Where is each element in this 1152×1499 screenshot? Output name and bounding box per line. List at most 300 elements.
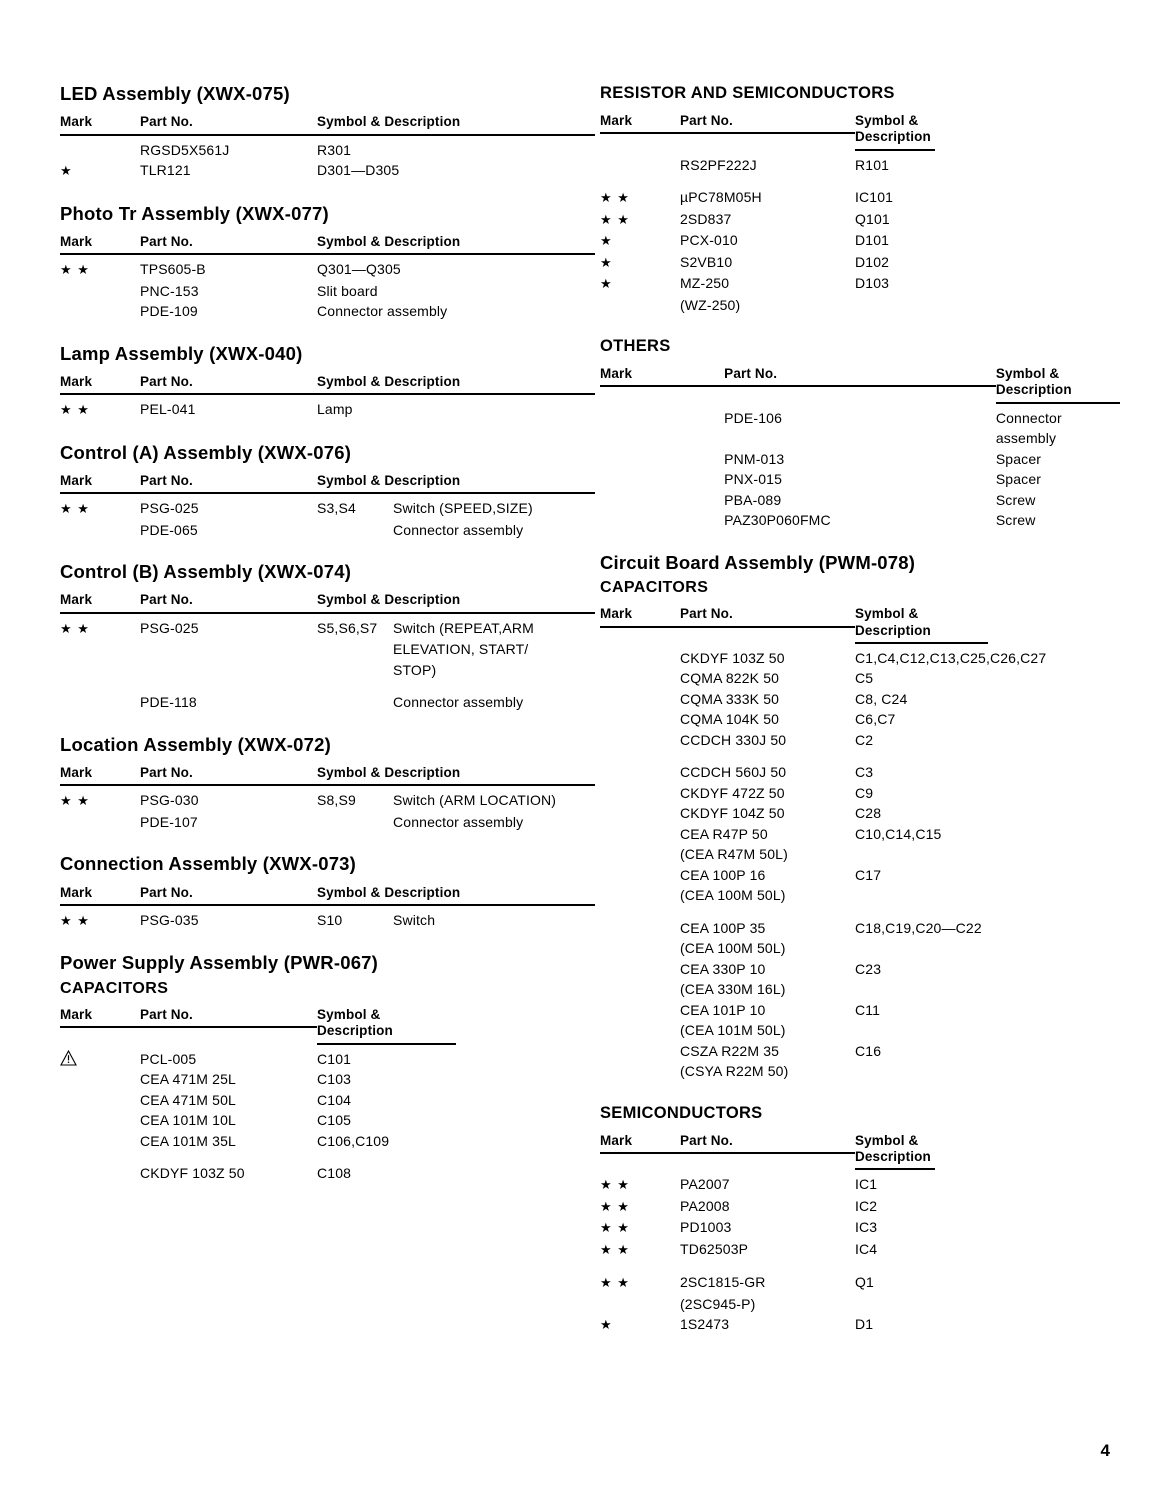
table-header-row bbox=[60, 885, 595, 910]
table-row bbox=[600, 885, 1120, 906]
col-header-part-no: Part No. bbox=[680, 1133, 855, 1174]
section-subtitle: CAPACITORS bbox=[600, 578, 709, 596]
table-row bbox=[600, 1000, 1120, 1021]
table-row bbox=[600, 510, 1120, 531]
table-row bbox=[600, 1020, 1120, 1041]
row-spacer bbox=[600, 175, 1120, 187]
cell-part-no bbox=[140, 660, 317, 681]
cell-mark bbox=[600, 252, 680, 274]
star-mark: ★ ★ bbox=[600, 1177, 630, 1193]
section-title: LED Assembly (XWX-075) bbox=[60, 83, 290, 104]
cell-symbol: S10 bbox=[317, 911, 343, 928]
cell-symbol: D103 bbox=[855, 275, 890, 292]
cell-mark bbox=[60, 520, 140, 541]
cell-symbol: C11 bbox=[855, 1001, 881, 1018]
table-row bbox=[600, 762, 1120, 783]
table-row bbox=[600, 209, 1120, 231]
cell-description: ELEVATION, START/ bbox=[393, 641, 529, 658]
cell-mark bbox=[600, 1217, 680, 1239]
col-header-part-no: Part No. bbox=[140, 234, 317, 259]
table-row bbox=[600, 979, 1120, 1000]
cell-mark bbox=[60, 692, 140, 713]
parts-table bbox=[60, 374, 595, 421]
header-rule-symbol bbox=[855, 1168, 935, 1170]
col-header-symbol-description: Symbol & Description bbox=[855, 113, 935, 154]
cell-part-no: PD1003 bbox=[680, 1219, 732, 1236]
cell-part-no: (CEA 330M 16L) bbox=[680, 981, 786, 998]
section-gap bbox=[60, 713, 595, 735]
table-row bbox=[600, 689, 1120, 710]
cell-symbol bbox=[855, 885, 988, 906]
section-2 bbox=[600, 553, 1120, 1104]
cell-symbol: C5 bbox=[855, 670, 874, 687]
star-mark: ★ ★ bbox=[600, 211, 630, 227]
cell-mark bbox=[600, 1000, 680, 1021]
header-rule-symbol bbox=[317, 393, 595, 395]
col-header-part-no: Part No. bbox=[140, 592, 317, 617]
parts-table bbox=[60, 765, 595, 832]
cell-part-no: (CEA R47M 50L) bbox=[680, 846, 788, 863]
cell-part-no: CKDYF 472Z 50 bbox=[680, 784, 785, 801]
cell-mark bbox=[60, 301, 140, 322]
cell-part-no: PEL-041 bbox=[140, 401, 196, 418]
cell-mark bbox=[600, 1174, 680, 1196]
table-row bbox=[600, 273, 1120, 295]
cell-symbol: S8,S9 bbox=[317, 792, 356, 809]
cell-symbol: Spacer bbox=[995, 471, 1042, 488]
col-header-mark: Mark bbox=[60, 114, 140, 139]
cell-mark bbox=[600, 230, 680, 252]
cell-part-no: CSZA R22M 35 bbox=[680, 1042, 780, 1059]
cell-part-no: (CEA 100M 50L) bbox=[680, 887, 786, 904]
cell-mark bbox=[600, 1061, 680, 1082]
section-0 bbox=[60, 84, 595, 204]
star-mark: ★ bbox=[600, 1317, 613, 1333]
cell-symbol bbox=[317, 520, 393, 541]
cell-part-no: TPS605-B bbox=[140, 261, 206, 278]
col-header-symbol-description: Symbol & Description bbox=[317, 114, 595, 139]
section-title: Connection Assembly (XWX-073) bbox=[60, 853, 357, 875]
cell-symbol: C101 bbox=[317, 1050, 352, 1067]
cell-mark bbox=[600, 885, 680, 906]
header-rule-symbol bbox=[855, 642, 988, 644]
header-rule-symbol bbox=[317, 612, 595, 614]
cell-part-no: MZ-250 bbox=[680, 275, 730, 292]
cell-part-no: CEA 471M 25L bbox=[140, 1071, 236, 1088]
cell-mark bbox=[60, 910, 140, 932]
section-gap bbox=[60, 832, 595, 854]
table-header-row bbox=[60, 114, 595, 139]
header-rule-mark bbox=[600, 626, 680, 628]
cell-mark bbox=[600, 844, 680, 865]
col-header-mark: Mark bbox=[600, 606, 680, 647]
cell-symbol: C105 bbox=[317, 1112, 352, 1129]
cell-mark bbox=[60, 259, 140, 281]
cell-symbol: Connector assembly bbox=[995, 409, 1062, 447]
cell-symbol: C103 bbox=[317, 1071, 352, 1088]
cell-symbol bbox=[855, 295, 935, 316]
cell-symbol: Screw bbox=[995, 512, 1036, 529]
cell-symbol bbox=[317, 812, 393, 833]
section-title: Location Assembly (XWX-072) bbox=[60, 733, 331, 755]
section-subtitle: CAPACITORS bbox=[60, 979, 169, 997]
cell-part-no: (WZ-250) bbox=[680, 296, 741, 313]
cell-mark bbox=[600, 803, 680, 824]
table-row bbox=[60, 1049, 595, 1070]
header-rule-symbol bbox=[317, 784, 595, 786]
cell-mark bbox=[600, 689, 680, 710]
cell-symbol: D102 bbox=[855, 253, 890, 270]
cell-symbol: Connector assembly bbox=[317, 303, 448, 320]
cell-symbol: IC3 bbox=[855, 1219, 878, 1236]
left-column bbox=[60, 84, 595, 1206]
cell-part-no: 2SD837 bbox=[680, 210, 732, 227]
cell-part-no: RGSD5X561J bbox=[140, 141, 230, 158]
table-row bbox=[600, 959, 1120, 980]
section-title: Control (B) Assembly (XWX-074) bbox=[60, 561, 352, 583]
cell-mark bbox=[60, 399, 140, 421]
cell-symbol bbox=[855, 1061, 988, 1082]
parts-table bbox=[60, 1007, 595, 1183]
cell-mark bbox=[600, 730, 680, 751]
cell-part-no: µPC78M05H bbox=[680, 189, 762, 206]
cell-part-no: PDE-107 bbox=[140, 813, 198, 830]
cell-part-no: PA2008 bbox=[680, 1197, 730, 1214]
star-mark: ★ ★ bbox=[60, 501, 90, 517]
star-mark: ★ ★ bbox=[600, 1275, 630, 1291]
col-header-mark: Mark bbox=[60, 374, 140, 399]
table-row bbox=[60, 639, 595, 660]
cell-description: Connector assembly bbox=[393, 813, 524, 830]
cell-symbol: Q1 bbox=[855, 1274, 874, 1291]
warning-triangle-icon bbox=[60, 1050, 77, 1066]
cell-part-no: PDE-109 bbox=[140, 303, 198, 320]
row-spacer bbox=[60, 680, 595, 692]
header-rule-mark bbox=[60, 492, 140, 494]
col-header-mark: Mark bbox=[60, 1007, 140, 1048]
cell-mark bbox=[60, 1069, 140, 1090]
cell-mark bbox=[600, 1294, 680, 1315]
table-header-row bbox=[600, 606, 1120, 647]
cell-mark bbox=[600, 783, 680, 804]
table-row bbox=[60, 520, 595, 541]
table-row bbox=[60, 301, 595, 322]
cell-mark bbox=[600, 1272, 680, 1294]
cell-part-no: PDE-106 bbox=[724, 409, 783, 426]
col-header-part-no: Part No. bbox=[140, 1007, 317, 1048]
col-header-part-no: Part No. bbox=[680, 606, 855, 647]
table-row bbox=[600, 1272, 1120, 1294]
cell-mark bbox=[60, 660, 140, 681]
cell-description: Switch (REPEAT,ARM bbox=[393, 619, 534, 636]
table-row bbox=[600, 1196, 1120, 1218]
cell-symbol: C18,C19,C20—C22 bbox=[855, 919, 982, 936]
table-row bbox=[60, 790, 595, 812]
header-rule-mark bbox=[600, 1152, 680, 1154]
section-4 bbox=[60, 562, 595, 735]
table-row bbox=[60, 910, 595, 932]
header-rule-symbol bbox=[317, 253, 595, 255]
table-header-row bbox=[60, 1007, 595, 1048]
table-row bbox=[600, 490, 1120, 511]
star-mark: ★ ★ bbox=[600, 1220, 630, 1236]
cell-mark bbox=[60, 1049, 140, 1070]
header-rule-mark bbox=[60, 612, 140, 614]
section-1 bbox=[600, 337, 1120, 553]
cell-mark bbox=[600, 469, 724, 490]
cell-part-no: CEA 101M 10L bbox=[140, 1112, 236, 1129]
cell-mark bbox=[60, 160, 140, 182]
cell-part-no: CCDCH 330J 50 bbox=[680, 731, 787, 748]
cell-part-no: PCX-010 bbox=[680, 232, 738, 249]
cell-mark bbox=[60, 639, 140, 660]
col-header-symbol-description: Symbol & Description bbox=[317, 765, 595, 790]
section-gap bbox=[60, 322, 595, 344]
section-gap bbox=[60, 1184, 595, 1206]
header-rule-mark bbox=[60, 253, 140, 255]
table-row bbox=[600, 187, 1120, 209]
cell-mark bbox=[600, 865, 680, 886]
parts-table bbox=[60, 234, 595, 322]
table-row bbox=[60, 660, 595, 681]
header-rule-symbol bbox=[317, 1043, 456, 1045]
cell-mark bbox=[600, 1196, 680, 1218]
cell-part-no: CQMA 333K 50 bbox=[680, 690, 780, 707]
cell-part-no: CEA 101M 35L bbox=[140, 1132, 236, 1149]
section-title: OTHERS bbox=[600, 337, 671, 356]
section-gap bbox=[600, 531, 1120, 553]
star-mark: ★ bbox=[600, 276, 613, 292]
col-header-mark: Mark bbox=[60, 885, 140, 910]
parts-table bbox=[600, 606, 1120, 1081]
table-row bbox=[600, 918, 1120, 939]
table-header-row bbox=[600, 113, 1120, 154]
cell-mark bbox=[600, 273, 680, 295]
table-row bbox=[60, 281, 595, 302]
col-header-part-no: Part No. bbox=[680, 113, 855, 154]
cell-mark bbox=[60, 812, 140, 833]
cell-part-no: CEA 100P 35 bbox=[680, 919, 766, 936]
header-rule-part-no bbox=[140, 784, 317, 786]
row-spacer bbox=[60, 1151, 595, 1163]
col-header-part-no: Part No. bbox=[140, 114, 317, 139]
section-title: Photo Tr Assembly (XWX-077) bbox=[60, 202, 329, 224]
header-rule-part-no bbox=[724, 385, 996, 387]
section-gap bbox=[60, 182, 595, 204]
cell-description: Connector assembly bbox=[393, 521, 524, 538]
cell-symbol: C2 bbox=[855, 731, 874, 748]
cell-part-no: CQMA 104K 50 bbox=[680, 711, 780, 728]
cell-part-no bbox=[140, 639, 317, 660]
table-row bbox=[600, 252, 1120, 274]
section-title: SEMICONDUCTORS bbox=[600, 1103, 763, 1122]
header-rule-symbol bbox=[317, 904, 595, 906]
cell-symbol: Screw bbox=[995, 491, 1036, 508]
star-mark: ★ bbox=[600, 233, 613, 249]
table-row bbox=[600, 449, 1120, 470]
cell-mark bbox=[600, 1314, 680, 1336]
section-title: Lamp Assembly (XWX-040) bbox=[60, 342, 303, 364]
table-row bbox=[60, 1090, 595, 1111]
table-row bbox=[600, 844, 1120, 865]
cell-description: Switch bbox=[393, 911, 436, 928]
parts-table bbox=[60, 885, 595, 932]
cell-part-no: CEA 101P 10 bbox=[680, 1001, 766, 1018]
cell-symbol: Lamp bbox=[317, 401, 353, 418]
cell-part-no: CKDYF 103Z 50 bbox=[140, 1165, 245, 1182]
cell-mark bbox=[600, 155, 680, 176]
col-header-mark: Mark bbox=[60, 234, 140, 259]
cell-symbol: C28 bbox=[855, 805, 882, 822]
cell-symbol: D1 bbox=[855, 1316, 874, 1333]
col-header-symbol-description: Symbol & Description bbox=[996, 366, 1120, 407]
cell-part-no: (CEA 100M 50L) bbox=[680, 940, 786, 957]
col-header-mark: Mark bbox=[600, 1133, 680, 1174]
table-row bbox=[60, 1163, 595, 1184]
cell-symbol: C10,C14,C15 bbox=[855, 825, 942, 842]
cell-symbol: Slit board bbox=[317, 282, 378, 299]
table-row bbox=[600, 155, 1120, 176]
header-rule-mark bbox=[60, 134, 140, 136]
table-row bbox=[60, 160, 595, 182]
cell-part-no: PSG-030 bbox=[140, 792, 199, 809]
cell-mark bbox=[600, 668, 680, 689]
page-number: 4 bbox=[1100, 1441, 1110, 1460]
cell-part-no: CQMA 822K 50 bbox=[680, 670, 780, 687]
table-row bbox=[600, 709, 1120, 730]
table-header-row bbox=[60, 234, 595, 259]
header-rule-part-no bbox=[140, 393, 317, 395]
col-header-symbol-description: Symbol & Description bbox=[317, 885, 595, 910]
cell-part-no: CKDYF 103Z 50 bbox=[680, 649, 785, 666]
cell-mark bbox=[600, 1020, 680, 1041]
section-gap bbox=[600, 1082, 1120, 1104]
star-mark: ★ ★ bbox=[60, 620, 90, 636]
row-spacer bbox=[600, 750, 1120, 762]
header-rule-part-no bbox=[140, 492, 317, 494]
header-rule-symbol bbox=[317, 134, 595, 136]
table-header-row bbox=[60, 374, 595, 399]
cell-symbol: C108 bbox=[317, 1165, 352, 1182]
parts-table bbox=[60, 473, 595, 540]
star-mark: ★ ★ bbox=[60, 262, 90, 278]
cell-description: STOP) bbox=[393, 661, 437, 678]
parts-table bbox=[600, 113, 1120, 315]
table-row bbox=[60, 498, 595, 520]
parts-table bbox=[60, 114, 595, 181]
cell-mark bbox=[600, 295, 680, 316]
cell-mark bbox=[600, 510, 724, 531]
cell-mark bbox=[60, 140, 140, 161]
cell-mark bbox=[60, 498, 140, 520]
section-6 bbox=[60, 854, 595, 953]
cell-symbol: C3 bbox=[855, 764, 874, 781]
cell-symbol: C23 bbox=[855, 960, 882, 977]
cell-part-no: (2SC945-P) bbox=[680, 1295, 756, 1312]
table-row bbox=[600, 938, 1120, 959]
section-5 bbox=[60, 735, 595, 855]
section-title: RESISTOR AND SEMICONDUCTORS bbox=[600, 84, 895, 102]
cell-part-no: 1S2473 bbox=[680, 1316, 730, 1333]
star-mark: ★ ★ bbox=[60, 912, 90, 928]
star-mark: ★ ★ bbox=[600, 1241, 630, 1257]
table-header-row bbox=[600, 366, 1120, 407]
cell-part-no: CEA 100P 16 bbox=[680, 866, 766, 883]
col-header-mark: Mark bbox=[60, 592, 140, 617]
cell-symbol bbox=[855, 1020, 988, 1041]
section-title: Circuit Board Assembly (PWM-078) bbox=[600, 551, 916, 573]
col-header-part-no: Part No. bbox=[140, 473, 317, 498]
star-mark: ★ bbox=[60, 163, 73, 179]
cell-part-no: S2VB10 bbox=[680, 253, 733, 270]
col-header-symbol-description: Symbol & Description bbox=[855, 1133, 935, 1174]
cell-part-no: PCL-005 bbox=[140, 1050, 197, 1067]
cell-mark bbox=[600, 1239, 680, 1261]
cell-part-no: TLR121 bbox=[140, 162, 191, 179]
cell-part-no: CCDCH 560J 50 bbox=[680, 764, 787, 781]
cell-symbol: C1,C4,C12,C13,C25,C26,C27 bbox=[855, 649, 1047, 666]
cell-symbol bbox=[317, 692, 393, 713]
cell-symbol: D301—D305 bbox=[317, 162, 400, 179]
star-mark: ★ bbox=[600, 254, 613, 270]
col-header-part-no: Part No. bbox=[140, 765, 317, 790]
cell-symbol bbox=[855, 844, 988, 865]
table-row bbox=[600, 1061, 1120, 1082]
cell-symbol bbox=[855, 938, 988, 959]
cell-part-no: PSG-025 bbox=[140, 619, 199, 636]
cell-mark bbox=[600, 490, 724, 511]
col-header-mark: Mark bbox=[60, 473, 140, 498]
cell-mark bbox=[600, 762, 680, 783]
cell-symbol: IC1 bbox=[855, 1176, 878, 1193]
star-mark: ★ ★ bbox=[600, 1198, 630, 1214]
table-row bbox=[60, 1131, 595, 1152]
cell-symbol bbox=[317, 639, 393, 660]
cell-mark bbox=[600, 959, 680, 980]
cell-part-no: PA2007 bbox=[680, 1176, 730, 1193]
header-rule-mark bbox=[600, 132, 680, 134]
section-2 bbox=[60, 344, 595, 443]
cell-symbol: S5,S6,S7 bbox=[317, 619, 378, 636]
cell-mark bbox=[600, 449, 724, 470]
table-header-row bbox=[60, 592, 595, 617]
star-mark: ★ ★ bbox=[60, 793, 90, 809]
cell-part-no: PDE-118 bbox=[140, 694, 197, 711]
star-mark: ★ ★ bbox=[600, 190, 630, 206]
cell-symbol bbox=[855, 1294, 935, 1315]
section-gap bbox=[600, 315, 1120, 337]
header-rule-part-no bbox=[140, 612, 317, 614]
table-row bbox=[60, 399, 595, 421]
cell-symbol: C106,C109 bbox=[317, 1132, 390, 1149]
section-7 bbox=[60, 953, 595, 1205]
cell-symbol: IC2 bbox=[855, 1197, 878, 1214]
col-header-mark: Mark bbox=[600, 366, 724, 407]
row-spacer bbox=[600, 1260, 1120, 1272]
cell-part-no: CEA 330P 10 bbox=[680, 960, 766, 977]
header-rule-symbol bbox=[996, 402, 1120, 404]
table-row bbox=[600, 648, 1120, 669]
cell-symbol: C8, C24 bbox=[855, 690, 908, 707]
cell-mark bbox=[600, 918, 680, 939]
table-row bbox=[600, 783, 1120, 804]
parts-table bbox=[600, 1133, 1120, 1336]
table-row bbox=[60, 812, 595, 833]
cell-symbol: C104 bbox=[317, 1091, 352, 1108]
header-rule-mark bbox=[60, 393, 140, 395]
section-gap bbox=[60, 421, 595, 443]
cell-description: Switch (SPEED,SIZE) bbox=[393, 500, 533, 517]
